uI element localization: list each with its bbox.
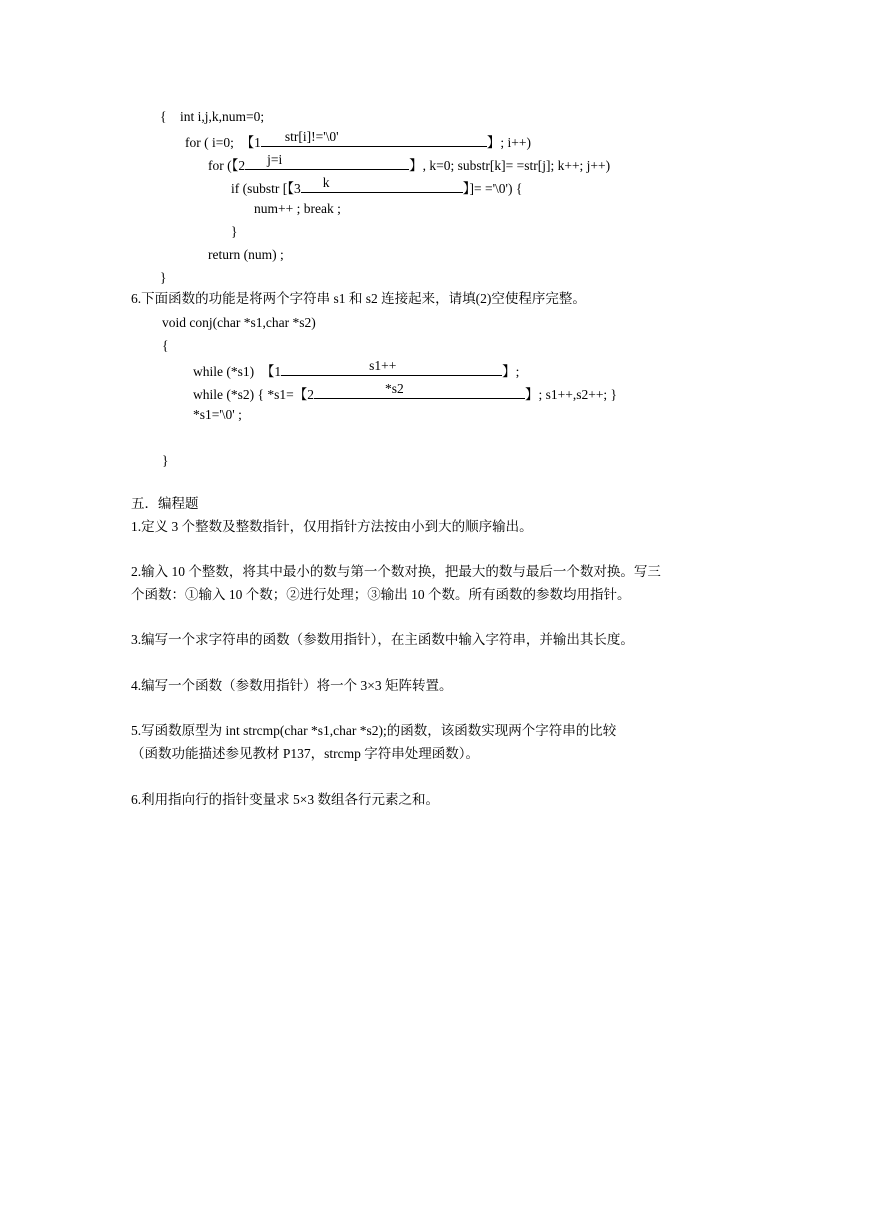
q6-signature: void conj(char *s1,char *s2) [162, 315, 316, 330]
q6-close-brace: } [162, 453, 169, 468]
blank-2-answer: j=i [267, 152, 283, 167]
blank-3-answer: k [322, 175, 330, 190]
programming-question-1: 1.定义 3 个整数及整数指针，仅用指针方法按由小到大的顺序输出。 [131, 519, 533, 534]
if-prefix: if (substr [【3 [231, 181, 301, 196]
code-line-return: return (num) ; [208, 247, 284, 262]
for1-prefix: for ( i=0; 【1 [185, 135, 261, 150]
blank-2 [245, 154, 409, 170]
programming-question-3: 3.编写一个求字符串的函数（参数用指针），在主函数中输入字符串，并输出其长度。 [131, 632, 634, 647]
for1-suffix: 】; i++) [486, 135, 531, 150]
programming-question-5-line2: （函数功能描述参见教材 P137，strcmp 字符串处理函数）。 [131, 746, 480, 761]
if-suffix: 】]= ='\0') { [462, 181, 523, 196]
programming-question-4: 4.编写一个函数（参数用指针）将一个 3×3 矩阵转置。 [131, 678, 453, 693]
code-line-if [231, 177, 522, 198]
blank-3 [301, 177, 463, 193]
programming-question-6: 6.利用指向行的指针变量求 5×3 数组各行元素之和。 [131, 792, 439, 807]
programming-question-2-line2: 个函数：①输入 10 个数；②进行处理；③输出 10 个数。所有函数的参数均用指针。 [131, 587, 631, 602]
while2-prefix: while (*s2) { *s1=【2 [193, 387, 314, 402]
blank-1-answer: str[i]!='\0' [284, 129, 339, 144]
code-line-close-inner: } [231, 224, 238, 239]
for2-prefix: for (【2 [208, 158, 246, 173]
q6-blank-2-answer: *s2 [384, 381, 404, 396]
q6-blank-2 [314, 383, 525, 399]
q6-while1 [193, 360, 519, 381]
while2-suffix: 】; s1++,s2++; } [524, 387, 618, 402]
while1-suffix: 】; [502, 364, 520, 379]
code-line-for1 [185, 131, 531, 152]
q6-blank-1-answer: s1++ [369, 358, 397, 373]
q6-open-brace: { [162, 338, 169, 353]
while1-prefix: while (*s1) 【1 [193, 364, 282, 379]
code-line-close-outer: } [160, 270, 167, 285]
q6-terminator: *s1='\0' ; [193, 407, 242, 422]
code-line-decl: { int i,j,k,num=0; [160, 109, 265, 124]
code-line-for2 [208, 154, 610, 175]
question-6-title: 6.下面函数的功能是将两个字符串 s1 和 s2 连接起来，请填(2)空使程序完整。 [131, 291, 586, 306]
q6-while2 [193, 383, 617, 404]
programming-question-2-line1: 2.输入 10 个整数，将其中最小的数与第一个数对换，把最大的数与最后一个数对换。写三 [131, 564, 661, 579]
section-5-heading: 五．编程题 [131, 496, 199, 511]
code-line-num: num++ ; break ; [254, 201, 341, 216]
q6-blank-1 [281, 360, 502, 376]
blank-1 [261, 131, 487, 147]
programming-question-5-line1: 5.写函数原型为 int strcmp(char *s1,char *s2);的函数，该函数实现两个字符串的比较 [131, 723, 617, 738]
for2-suffix: 】, k=0; substr[k]= =str[j]; k++; j++) [409, 158, 611, 173]
